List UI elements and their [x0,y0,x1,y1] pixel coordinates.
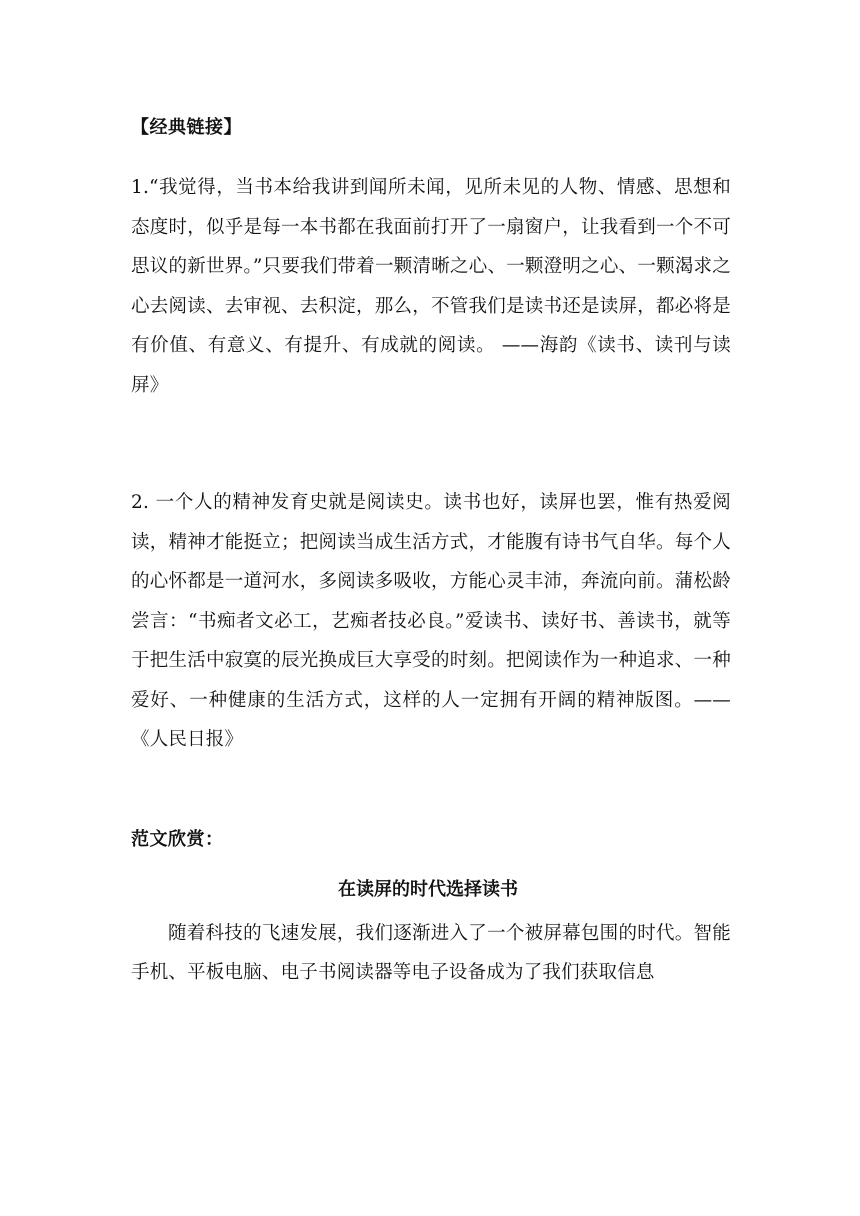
essay-paragraph: 随着科技的飞速发展，我们逐渐进入了一个被屏幕包围的时代。智能手机、平板电脑、电子书阅读器等电子设备成为了我们获取信息 [131,922,731,983]
spacer [131,760,731,820]
section-heading: 【经典链接】 [131,117,242,138]
quote-1: 1.“我觉得，当书本给我讲到闻所未闻，见所未见的人物、情感、思想和态度时，似乎是每一本书都在我面前打开了一扇窗户，让我看到一个不可思议的新世界。”只要我们带着一颗清晰之心、一颗澄明之心、一颗渴求之心去阅读、去审视、去积淀，那么，不管我们是读书还是读屏，都必将是有价值、有意义、有提升、有成就的阅读。 ——海韵《读书、读刊与读屏》 [131,177,731,396]
essay-title: 在读屏的时代选择读书 [338,878,518,900]
spacer [131,148,731,168]
document-body [131,108,731,993]
fanwen-heading: 范文欣赏： [131,828,224,850]
spacer [131,405,731,483]
quote-2: 2. 一个人的精神发育史就是阅读史。读书也好，读屏也罢，惟有热爱阅读，精神才能挺立；把阅读当成生活方式，才能腹有诗书气自华。每个人的心怀都是一道河水，多阅读多吸收，方能心灵丰沛，奔流向前。蒲松龄尝言：“书痴者文必工，艺痴者技必良。”爱读书、读好书、善读书，就等于把生活中寂寞的辰光换成巨大享受的时刻。把阅读作为一种追求、一种爱好、一种健康的生活方式，这样的人一定拥有开阔的精神版图。——《人民日报》 [131,492,731,750]
